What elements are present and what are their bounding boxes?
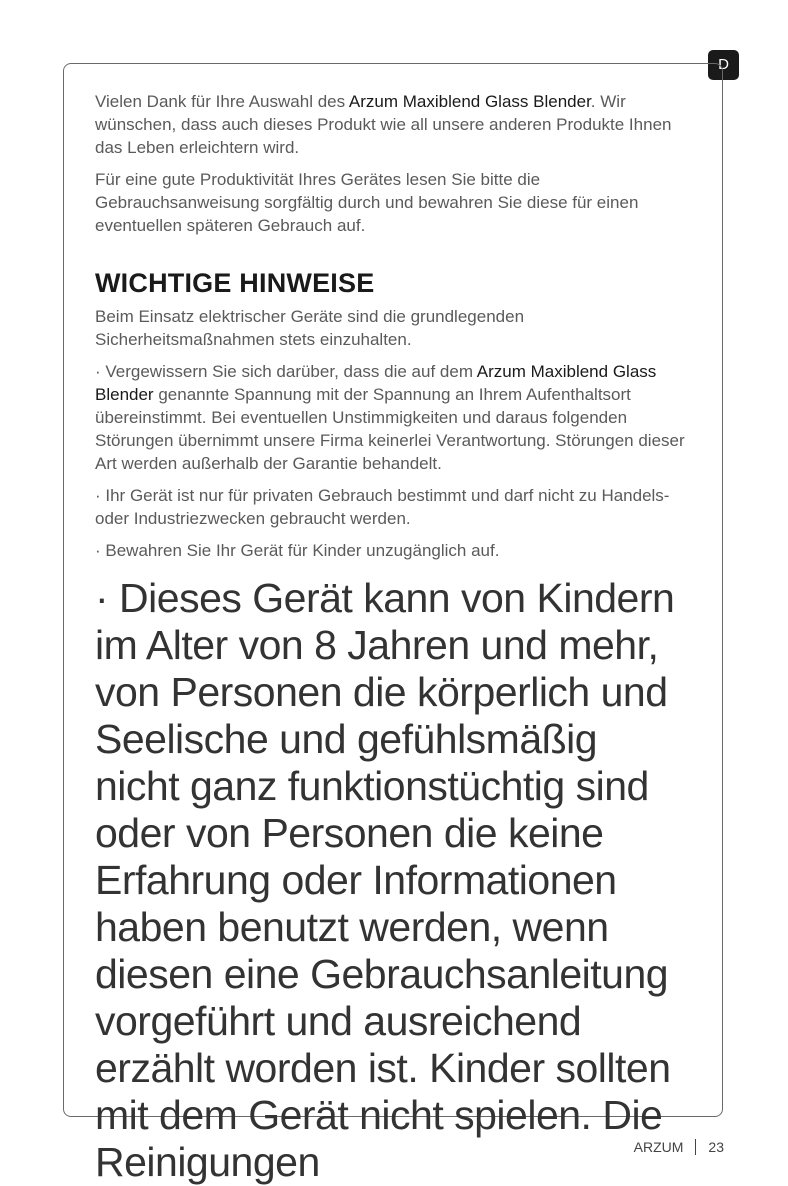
list-item-large: · Dieses Gerät kann von Kindern im Alter von 8 Jahren und mehr, von Personen die körperlich und Seelische und gefühlsmäßig nicht ganz funktionstüchtig sind oder von Personen die keine Erfahrung oder Informationen haben benutzt werden, wenn diesen eine Gebrauchsanleitung vorgeführt und ausreichend erzählt worden ist. Kinder sollten mit dem Gerät nicht spielen. Die Reinigungen (95, 575, 675, 1185)
page-number: 23 (708, 1139, 724, 1155)
intro-paragraph-1 (95, 90, 685, 159)
footer-brand: ARZUM (633, 1139, 684, 1155)
product-name: Arzum Maxiblend Glass Blender (348, 92, 591, 111)
intro-text-after: . Wir wünschen, dass auch dieses Produkt wie all unsere anderen Produkte Ihnen das Leben erleichtern wird. (95, 92, 672, 157)
list-item: · Bewahren Sie Ihr Gerät für Kinder unzugänglich auf. (95, 541, 500, 560)
section-lead: Beim Einsatz elektrischer Geräte sind die grundlegenden Sicherheitsmaßnahmen stets einzuhalten. (95, 307, 525, 349)
page-footer (634, 1139, 724, 1155)
list-item-text-before: · Vergewissern Sie sich darüber, dass die auf dem (95, 362, 477, 381)
intro-paragraph-2: Für eine gute Produktivität Ihres Gerätes lesen Sie bitte die Gebrauchsanweisung sorgfältig durch und bewahren Sie diese für einen eventuellen späteren Gebrauch auf. (95, 170, 639, 235)
list-item (95, 360, 685, 475)
product-name: Arzum Maxiblend Glass Blender (95, 362, 657, 404)
section-heading: WICHTIGE HINWEISE (95, 268, 375, 298)
list-item: · Ihr Gerät ist nur für privaten Gebrauch bestimmt und darf nicht zu Handels- oder Industriezwecken gebraucht werden. (95, 486, 670, 528)
intro-text-before: Vielen Dank für Ihre Auswahl des (95, 92, 349, 111)
footer-divider (695, 1139, 696, 1155)
list-item-text-after: genannte Spannung mit der Spannung an Ihrem Aufenthaltsort übereinstimmt. Bei eventuellen Unstimmigkeiten und daraus folgenden Störungen übernimmt unsere Firma keinerlei Verantwortung. Störungen dieser Art werden außerhalb der Garantie behandelt. (95, 385, 685, 473)
language-tab: D (708, 50, 739, 80)
page-content (95, 90, 685, 1186)
